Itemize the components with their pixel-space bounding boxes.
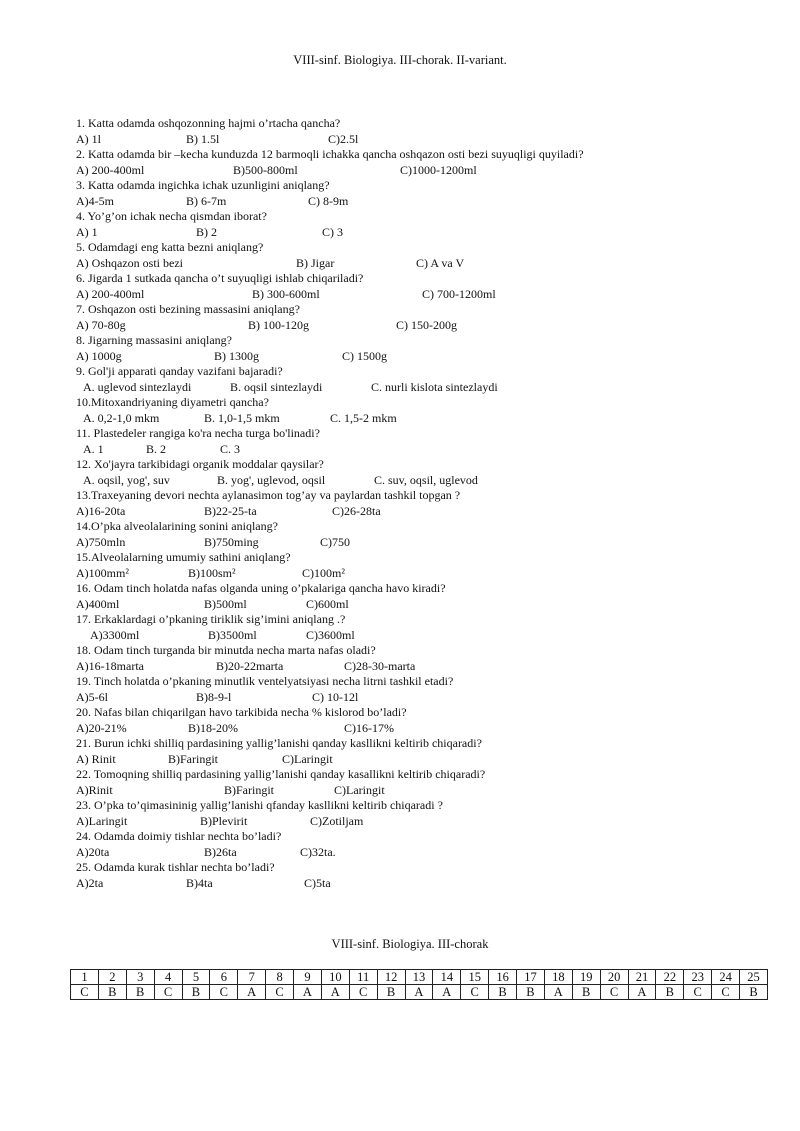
question-options: [76, 628, 776, 644]
answer-option: C) A va V: [416, 255, 465, 270]
key-answer-cell: C: [71, 985, 99, 1000]
answer-option: A) 70-80g: [76, 317, 126, 332]
question-item: [76, 643, 776, 674]
answer-key-numbers-row: [71, 970, 768, 985]
answer-option: B) 100-120g: [248, 317, 309, 332]
key-answer-cell: B: [740, 985, 768, 1000]
answer-option: A) 200-400ml: [76, 286, 145, 301]
answer-option: B)26ta: [204, 844, 237, 859]
question-text: 6. Jigarda 1 sutkada qancha o’t suyuqligi ishlab chiqariladi?: [76, 271, 364, 285]
question-item: [76, 829, 776, 860]
question-item: [76, 705, 776, 736]
question-options: [76, 411, 776, 427]
answer-option: C)Zotiljam: [310, 813, 364, 828]
answer-option: C)16-17%: [344, 720, 394, 735]
question-text: 2. Katta odamda bir –kecha kunduzda 12 barmoqli ichakka qancha oshqazon osti bezi suyuqligi quyiladi?: [76, 147, 584, 161]
key-answer-cell: B: [98, 985, 126, 1000]
answer-option: B. 1,0-1,5 mkm: [204, 410, 280, 425]
question-options: [76, 504, 776, 520]
question-item: [76, 395, 776, 426]
key-number-cell: 16: [489, 970, 517, 985]
question-options: [76, 225, 776, 241]
question-options: [76, 256, 776, 272]
question-options: [76, 659, 776, 675]
answer-option: A. uglevod sintezlaydi: [83, 379, 192, 394]
answer-option: C)2.5l: [328, 131, 359, 146]
question-item: [76, 426, 776, 457]
answer-option: C)1000-1200ml: [400, 162, 477, 177]
question-text: 10.Mitoxandriyaning diyametri qancha?: [76, 395, 269, 409]
answer-option: A)16-18marta: [76, 658, 144, 673]
answer-option: A) 1l: [76, 131, 101, 146]
key-answer-cell: A: [628, 985, 656, 1000]
question-options: [76, 194, 776, 210]
key-number-cell: 11: [349, 970, 377, 985]
key-number-cell: 8: [266, 970, 294, 985]
key-number-cell: 20: [600, 970, 628, 985]
answer-option: B) 2: [196, 224, 217, 239]
questions-list: [76, 116, 776, 891]
answer-option: B)18-20%: [188, 720, 238, 735]
answer-option: B. oqsil sintezlaydi: [230, 379, 323, 394]
question-options: [76, 721, 776, 737]
key-number-cell: 13: [405, 970, 433, 985]
answer-option: A)4-5m: [76, 193, 114, 208]
key-answer-cell: B: [126, 985, 154, 1000]
key-answer-cell: C: [600, 985, 628, 1000]
answer-option: B)8-9-l: [196, 689, 232, 704]
question-text: 14.O’pka alveolalarining sonini aniqlang?: [76, 519, 278, 533]
answer-option: C) 10-12l: [312, 689, 359, 704]
answer-option: C) 8-9m: [308, 193, 349, 208]
question-text: 15.Alveolalarning umumiy sathini aniqlang?: [76, 550, 291, 564]
key-number-cell: 4: [154, 970, 182, 985]
answer-option: C)600ml: [306, 596, 349, 611]
key-number-cell: 15: [461, 970, 489, 985]
answer-option: B)Plevirit: [200, 813, 248, 828]
question-text: 3. Katta odamda ingichka ichak uzunligini aniqlang?: [76, 178, 330, 192]
question-options: [76, 597, 776, 613]
key-number-cell: 2: [98, 970, 126, 985]
answer-option: B) 1300g: [214, 348, 259, 363]
key-answer-cell: A: [433, 985, 461, 1000]
question-text: 17. Erkaklardagi o’pkaning tiriklik sig’imini aniqlang .?: [76, 612, 346, 626]
question-options: [76, 566, 776, 582]
answer-option: B)4ta: [186, 875, 213, 890]
answer-option: A)2ta: [76, 875, 104, 890]
key-answer-cell: B: [182, 985, 210, 1000]
question-item: [76, 457, 776, 488]
key-number-cell: 24: [712, 970, 740, 985]
answer-option: C)26-28ta: [332, 503, 381, 518]
answer-option: C) 1500g: [342, 348, 387, 363]
key-answer-cell: A: [238, 985, 266, 1000]
answer-option: B) 300-600ml: [252, 286, 320, 301]
question-options: [76, 845, 776, 861]
question-item: [76, 860, 776, 891]
answer-option: C)100m²: [302, 565, 345, 580]
question-text: 25. Odamda kurak tishlar nechta bo’ladi?: [76, 860, 275, 874]
key-number-cell: 19: [572, 970, 600, 985]
question-text: 21. Burun ichki shilliq pardasining yallig’lanishi qanday kasllikni keltirib chiqaradi?: [76, 736, 482, 750]
key-answer-cell: C: [154, 985, 182, 1000]
answer-option: A. 0,2-1,0 mkm: [83, 410, 160, 425]
answer-option: C)Laringit: [334, 782, 385, 797]
question-options: [76, 132, 776, 148]
question-text: 13.Traxeyaning devori nechta aylanasimon tog’ay va paylardan tashkil topgan ?: [76, 488, 461, 502]
page-header: VIII-sinf. Biologiya. III-chorak. II-variant.: [293, 53, 507, 67]
question-item: [76, 612, 776, 643]
question-item: [76, 302, 776, 333]
key-number-cell: 14: [433, 970, 461, 985]
answer-option: C)Laringit: [282, 751, 333, 766]
question-item: [76, 674, 776, 705]
question-text: 12. Xo'jayra tarkibidagi organik moddalar qaysilar?: [76, 457, 324, 471]
question-text: 8. Jigarning massasini aniqlang?: [76, 333, 232, 347]
question-text: 4. Yo’g’on ichak necha qismdan iborat?: [76, 209, 267, 223]
answer-option: A)20-21%: [76, 720, 127, 735]
question-text: 18. Odam tinch turganda bir minutda necha marta nafas oladi?: [76, 643, 376, 657]
answer-option: C)750: [320, 534, 350, 549]
key-answer-cell: B: [517, 985, 545, 1000]
answer-option: C. nurli kislota sintezlaydi: [371, 379, 498, 394]
answer-option: C)28-30-marta: [344, 658, 416, 673]
key-answer-cell: B: [572, 985, 600, 1000]
key-number-cell: 9: [294, 970, 322, 985]
question-text: 24. Odamda doimiy tishlar nechta bo’ladi?: [76, 829, 282, 843]
question-options: [76, 535, 776, 551]
question-text: 11. Plastedeler rangiga ko'ra necha turga bo'linadi?: [76, 426, 320, 440]
key-number-cell: 17: [517, 970, 545, 985]
answer-option: C)32ta.: [300, 844, 336, 859]
answer-option: A)16-20ta: [76, 503, 126, 518]
key-number-cell: 23: [684, 970, 712, 985]
key-number-cell: 3: [126, 970, 154, 985]
answer-option: B)500-800ml: [233, 162, 298, 177]
answer-option: A)Laringit: [76, 813, 128, 828]
question-options: [76, 690, 776, 706]
question-item: [76, 364, 776, 395]
question-options: [76, 163, 776, 179]
answer-option: C. 3: [220, 441, 241, 456]
answer-option: B)100sm²: [188, 565, 236, 580]
answer-option: B) 1.5l: [186, 131, 220, 146]
question-item: [76, 488, 776, 519]
question-options: [76, 380, 776, 396]
key-number-cell: 10: [321, 970, 349, 985]
answer-option: B)22-25-ta: [204, 503, 257, 518]
question-item: [76, 767, 776, 798]
question-item: [76, 798, 776, 829]
answer-option: C) 3: [322, 224, 343, 239]
question-item: [76, 519, 776, 550]
question-text: 19. Tinch holatda o’pkaning minutlik ventelyatsiyasi necha litrni tashkil etadi?: [76, 674, 454, 688]
key-number-cell: 5: [182, 970, 210, 985]
question-item: [76, 736, 776, 767]
answer-option: B)3500ml: [208, 627, 257, 642]
answer-option: B)20-22marta: [216, 658, 284, 673]
key-number-cell: 22: [656, 970, 684, 985]
key-number-cell: 18: [544, 970, 572, 985]
answer-option: A) Oshqazon osti bezi: [76, 255, 183, 270]
question-text: 23. O’pka to’qimasininig yallig’lanishi qfanday kasllikni keltirib chiqaradi ?: [76, 798, 443, 812]
answer-option: C. suv, oqsil, uglevod: [374, 472, 478, 487]
answer-option: A. oqsil, yog', suv: [83, 472, 170, 487]
key-answer-cell: A: [405, 985, 433, 1000]
key-number-cell: 25: [740, 970, 768, 985]
answer-option: C)5ta: [304, 875, 331, 890]
question-options: [76, 287, 776, 303]
question-item: [76, 550, 776, 581]
key-number-cell: 7: [238, 970, 266, 985]
answer-option: A) 1: [76, 224, 98, 239]
question-item: [76, 271, 776, 302]
question-item: [76, 240, 776, 271]
question-text: 22. Tomoqning shilliq pardasining yallig’lanishi qanday kasallikni keltirib chiqaradi?: [76, 767, 486, 781]
question-text: 5. Odamdagi eng katta bezni aniqlang?: [76, 240, 264, 254]
answer-option: A)5-6l: [76, 689, 108, 704]
question-options: [76, 442, 776, 458]
key-answer-cell: A: [321, 985, 349, 1000]
answer-option: A. 1: [83, 441, 104, 456]
question-text: 1. Katta odamda oshqozonning hajmi o’rtacha qancha?: [76, 116, 341, 130]
question-options: [76, 783, 776, 799]
question-item: [76, 333, 776, 364]
answer-option: B)750ming: [204, 534, 259, 549]
question-options: [76, 349, 776, 365]
question-options: [76, 814, 776, 830]
answer-option: B)Faringit: [168, 751, 218, 766]
answer-option: A)20ta: [76, 844, 110, 859]
answer-option: C)3600ml: [306, 627, 355, 642]
answer-option: A) 200-400ml: [76, 162, 145, 177]
question-text: 9. Gol'ji apparati qanday vazifani bajaradi?: [76, 364, 283, 378]
answer-option: B) Jigar: [296, 255, 335, 270]
answer-key-table: [70, 969, 768, 1000]
key-answer-cell: B: [489, 985, 517, 1000]
key-answer-cell: C: [461, 985, 489, 1000]
answer-option: A)400ml: [76, 596, 120, 611]
question-options: [76, 876, 776, 892]
answer-key-answers-row: [71, 985, 768, 1000]
answer-option: A)750mln: [76, 534, 126, 549]
key-answer-cell: C: [684, 985, 712, 1000]
key-answer-cell: C: [266, 985, 294, 1000]
key-answer-cell: C: [712, 985, 740, 1000]
question-options: [76, 318, 776, 334]
key-answer-cell: B: [377, 985, 405, 1000]
question-text: 7. Oshqazon osti bezining massasini aniqlang?: [76, 302, 300, 316]
question-options: [76, 752, 776, 768]
answer-option: B. 2: [146, 441, 167, 456]
key-answer-cell: A: [294, 985, 322, 1000]
question-item: [76, 209, 776, 240]
key-number-cell: 21: [628, 970, 656, 985]
key-number-cell: 12: [377, 970, 405, 985]
key-answer-cell: B: [656, 985, 684, 1000]
key-answer-cell: A: [544, 985, 572, 1000]
answer-option: C. 1,5-2 mkm: [330, 410, 397, 425]
question-text: 20. Nafas bilan chiqarilgan havo tarkibida necha % kislorod bo’ladi?: [76, 705, 407, 719]
key-answer-cell: C: [349, 985, 377, 1000]
key-answer-cell: C: [210, 985, 238, 1000]
answer-option: A) Rinit: [76, 751, 116, 766]
question-text: 16. Odam tinch holatda nafas olganda uning o’pkalariga qancha havo kiradi?: [76, 581, 446, 595]
question-item: [76, 581, 776, 612]
answer-option: B)500ml: [204, 596, 247, 611]
key-number-cell: 6: [210, 970, 238, 985]
answer-option: C) 150-200g: [396, 317, 457, 332]
answer-key-title: VIII-sinf. Biologiya. III-chorak: [331, 937, 489, 951]
question-item: [76, 147, 776, 178]
question-item: [76, 116, 776, 147]
question-options: [76, 473, 776, 489]
question-item: [76, 178, 776, 209]
answer-option: B. yog', uglevod, oqsil: [217, 472, 326, 487]
answer-option: A) 1000g: [76, 348, 122, 363]
key-number-cell: 1: [71, 970, 99, 985]
answer-option: B) 6-7m: [186, 193, 227, 208]
answer-option: A)100mm²: [76, 565, 129, 580]
answer-option: C) 700-1200ml: [422, 286, 496, 301]
answer-option: B)Faringit: [224, 782, 274, 797]
answer-option: A)3300ml: [90, 627, 140, 642]
answer-option: A)Rinit: [76, 782, 113, 797]
